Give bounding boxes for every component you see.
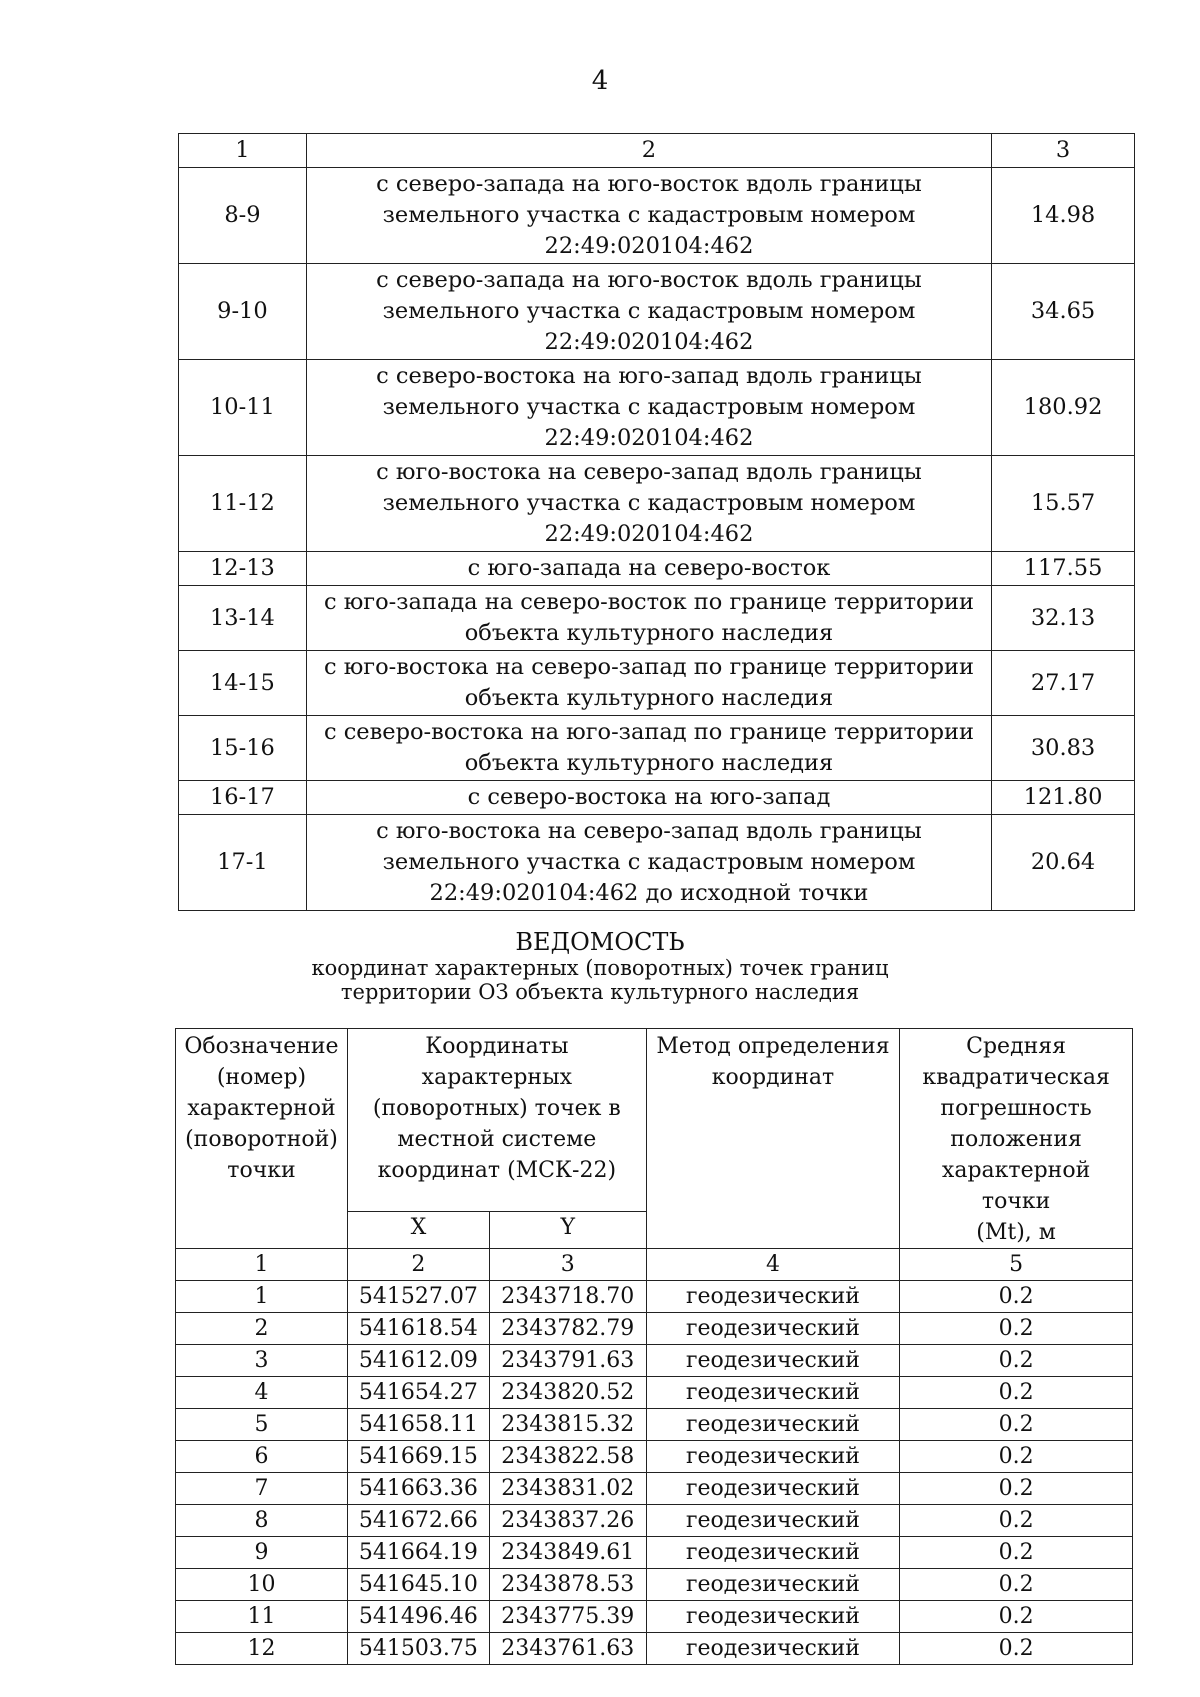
description-cell: с юго-востока на северо-запад вдоль границы земельного участка с кадастровым номером 22:49:020104:462 [306, 456, 991, 552]
table-row [176, 1409, 1133, 1441]
point-number-cell: 9 [176, 1537, 348, 1569]
y-coordinate-cell: 2343815.32 [489, 1409, 646, 1441]
point-number-cell: 8 [176, 1505, 348, 1537]
table-header-row [179, 134, 1135, 168]
page-number: 4 [591, 66, 609, 96]
table-row [176, 1313, 1133, 1345]
table-row [176, 1473, 1133, 1505]
header-accuracy: Средняя квадратическая погрешность положения характерной точки (Mt), м [900, 1029, 1133, 1249]
y-coordinate-cell: 2343791.63 [489, 1345, 646, 1377]
length-cell: 20.64 [992, 815, 1135, 911]
table-row [179, 716, 1135, 781]
point-number-cell: 3 [176, 1345, 348, 1377]
x-coordinate-cell: 541664.19 [347, 1537, 489, 1569]
x-coordinate-cell: 541654.27 [347, 1377, 489, 1409]
length-cell: 121.80 [992, 781, 1135, 815]
x-coordinate-cell: 541612.09 [347, 1345, 489, 1377]
table-row [176, 1441, 1133, 1473]
segment-cell: 8-9 [179, 168, 307, 264]
point-number-cell: 1 [176, 1281, 348, 1313]
column-number: 1 [179, 134, 307, 168]
accuracy-cell: 0.2 [900, 1537, 1133, 1569]
header-coordinates: Координаты характерных (поворотных) точек в местной системе координат (МСК-22) [347, 1029, 646, 1212]
method-cell: геодезический [646, 1601, 899, 1633]
accuracy-cell: 0.2 [900, 1281, 1133, 1313]
description-cell: с северо-запада на юго-восток вдоль границы земельного участка с кадастровым номером 22:49:020104:462 [306, 264, 991, 360]
column-number: 5 [900, 1249, 1133, 1281]
description-cell: с северо-востока на юго-запад вдоль границы земельного участка с кадастровым номером 22:49:020104:462 [306, 360, 991, 456]
vedomost-subtitle-line-2: территории ОЗ объекта культурного наследия [340, 980, 860, 1004]
table-row [179, 168, 1135, 264]
accuracy-cell: 0.2 [900, 1409, 1133, 1441]
table-row [179, 815, 1135, 911]
header-method: Метод определения координат [646, 1029, 899, 1249]
coordinates-table [175, 1028, 1133, 1665]
column-number: 4 [646, 1249, 899, 1281]
segment-cell: 11-12 [179, 456, 307, 552]
point-number-cell: 11 [176, 1601, 348, 1633]
boundary-description-table [178, 133, 1135, 911]
segment-cell: 15-16 [179, 716, 307, 781]
table-row [176, 1281, 1133, 1313]
column-number: 3 [992, 134, 1135, 168]
length-cell: 34.65 [992, 264, 1135, 360]
header-point-designation: Обозначение (номер) характерной (поворотной) точки [176, 1029, 348, 1249]
y-coordinate-cell: 2343718.70 [489, 1281, 646, 1313]
method-cell: геодезический [646, 1537, 899, 1569]
table-row [179, 456, 1135, 552]
table-row [179, 360, 1135, 456]
description-cell: с северо-востока на юго-запад по границе территории объекта культурного наследия [306, 716, 991, 781]
y-coordinate-cell: 2343820.52 [489, 1377, 646, 1409]
point-number-cell: 12 [176, 1633, 348, 1665]
header-x: X [347, 1211, 489, 1248]
x-coordinate-cell: 541503.75 [347, 1633, 489, 1665]
method-cell: геодезический [646, 1633, 899, 1665]
vedomost-title: ВЕДОМОСТЬ [515, 928, 685, 956]
description-cell: с юго-запада на северо-восток [306, 552, 991, 586]
method-cell: геодезический [646, 1505, 899, 1537]
table-header-row [176, 1029, 1133, 1212]
accuracy-cell: 0.2 [900, 1601, 1133, 1633]
x-coordinate-cell: 541618.54 [347, 1313, 489, 1345]
y-coordinate-cell: 2343782.79 [489, 1313, 646, 1345]
length-cell: 27.17 [992, 651, 1135, 716]
segment-cell: 12-13 [179, 552, 307, 586]
point-number-cell: 4 [176, 1377, 348, 1409]
segment-cell: 9-10 [179, 264, 307, 360]
accuracy-cell: 0.2 [900, 1377, 1133, 1409]
point-number-cell: 7 [176, 1473, 348, 1505]
table-row [176, 1633, 1133, 1665]
table-row [179, 781, 1135, 815]
y-coordinate-cell: 2343761.63 [489, 1633, 646, 1665]
method-cell: геодезический [646, 1441, 899, 1473]
method-cell: геодезический [646, 1409, 899, 1441]
accuracy-cell: 0.2 [900, 1473, 1133, 1505]
method-cell: геодезический [646, 1473, 899, 1505]
description-cell: с юго-востока на северо-запад по границе территории объекта культурного наследия [306, 651, 991, 716]
x-coordinate-cell: 541496.46 [347, 1601, 489, 1633]
y-coordinate-cell: 2343831.02 [489, 1473, 646, 1505]
accuracy-cell: 0.2 [900, 1569, 1133, 1601]
length-cell: 180.92 [992, 360, 1135, 456]
description-cell: с юго-востока на северо-запад вдоль границы земельного участка с кадастровым номером 22:49:020104:462 до исходной точки [306, 815, 991, 911]
table-row [176, 1345, 1133, 1377]
table-row [176, 1377, 1133, 1409]
point-number-cell: 5 [176, 1409, 348, 1441]
y-coordinate-cell: 2343849.61 [489, 1537, 646, 1569]
method-cell: геодезический [646, 1281, 899, 1313]
vedomost-heading [0, 928, 1200, 1004]
method-cell: геодезический [646, 1569, 899, 1601]
column-number: 3 [489, 1249, 646, 1281]
segment-cell: 13-14 [179, 586, 307, 651]
header-y: Y [489, 1211, 646, 1248]
table-row [179, 552, 1135, 586]
table-row [176, 1601, 1133, 1633]
table-row [179, 264, 1135, 360]
table-row [179, 586, 1135, 651]
column-number-row [176, 1249, 1133, 1281]
y-coordinate-cell: 2343822.58 [489, 1441, 646, 1473]
x-coordinate-cell: 541669.15 [347, 1441, 489, 1473]
x-coordinate-cell: 541658.11 [347, 1409, 489, 1441]
column-number: 2 [306, 134, 991, 168]
x-coordinate-cell: 541663.36 [347, 1473, 489, 1505]
segment-cell: 10-11 [179, 360, 307, 456]
table-row [176, 1505, 1133, 1537]
accuracy-cell: 0.2 [900, 1441, 1133, 1473]
accuracy-cell: 0.2 [900, 1633, 1133, 1665]
x-coordinate-cell: 541645.10 [347, 1569, 489, 1601]
y-coordinate-cell: 2343775.39 [489, 1601, 646, 1633]
length-cell: 32.13 [992, 586, 1135, 651]
accuracy-cell: 0.2 [900, 1345, 1133, 1377]
method-cell: геодезический [646, 1377, 899, 1409]
length-cell: 14.98 [992, 168, 1135, 264]
accuracy-cell: 0.2 [900, 1505, 1133, 1537]
point-number-cell: 6 [176, 1441, 348, 1473]
column-number: 1 [176, 1249, 348, 1281]
x-coordinate-cell: 541527.07 [347, 1281, 489, 1313]
accuracy-cell: 0.2 [900, 1313, 1133, 1345]
y-coordinate-cell: 2343837.26 [489, 1505, 646, 1537]
segment-cell: 16-17 [179, 781, 307, 815]
length-cell: 30.83 [992, 716, 1135, 781]
x-coordinate-cell: 541672.66 [347, 1505, 489, 1537]
table-row [176, 1537, 1133, 1569]
length-cell: 117.55 [992, 552, 1135, 586]
method-cell: геодезический [646, 1345, 899, 1377]
description-cell: с северо-запада на юго-восток вдоль границы земельного участка с кадастровым номером 22:49:020104:462 [306, 168, 991, 264]
description-cell: с юго-запада на северо-восток по границе территории объекта культурного наследия [306, 586, 991, 651]
description-cell: с северо-востока на юго-запад [306, 781, 991, 815]
table-row [176, 1569, 1133, 1601]
point-number-cell: 2 [176, 1313, 348, 1345]
segment-cell: 14-15 [179, 651, 307, 716]
point-number-cell: 10 [176, 1569, 348, 1601]
segment-cell: 17-1 [179, 815, 307, 911]
y-coordinate-cell: 2343878.53 [489, 1569, 646, 1601]
vedomost-subtitle-line-1: координат характерных (поворотных) точек границ [311, 956, 889, 980]
table-row [179, 651, 1135, 716]
column-number: 2 [347, 1249, 489, 1281]
method-cell: геодезический [646, 1313, 899, 1345]
length-cell: 15.57 [992, 456, 1135, 552]
